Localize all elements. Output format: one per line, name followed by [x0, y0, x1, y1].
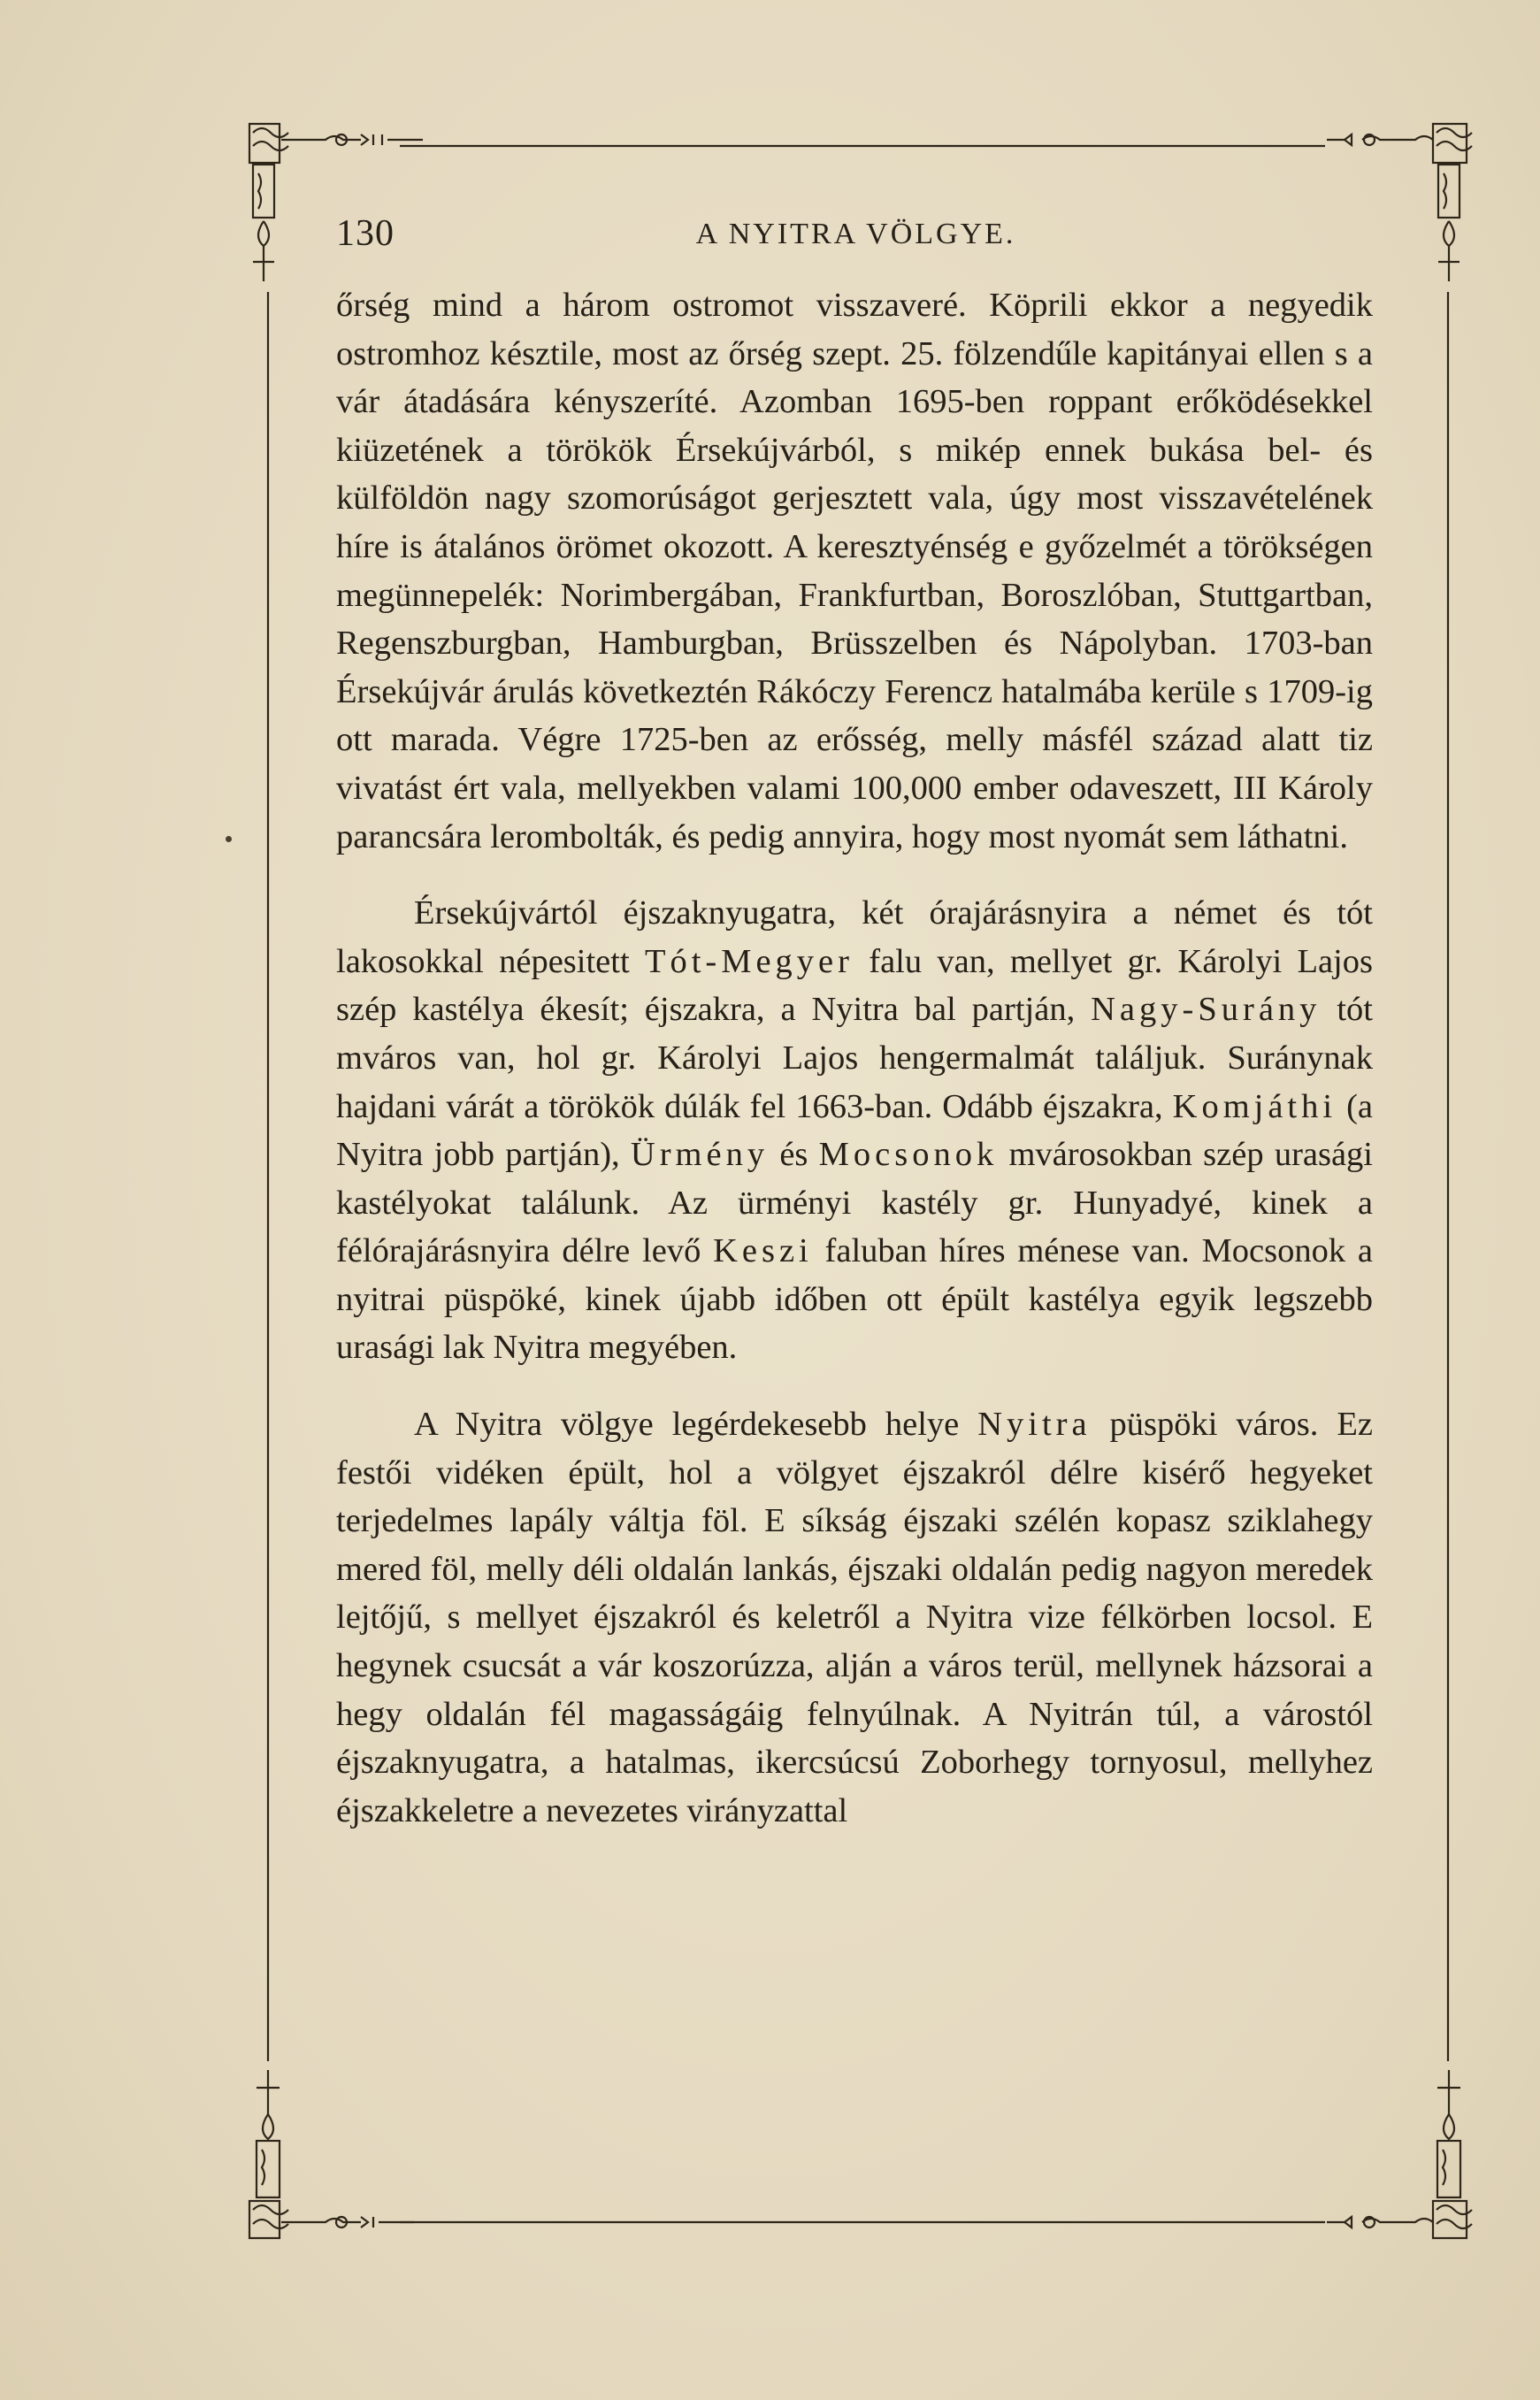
page-number: 130	[336, 213, 395, 254]
paragraph	[336, 1400, 1373, 1835]
spaced-name: Tót-Megyer	[644, 942, 854, 980]
text-run: Érsekújvártól éjszaknyugatra, két órajárásnyira a német és tót lakosokkal népesitett	[336, 894, 1373, 980]
spaced-name: Keszi	[713, 1232, 813, 1270]
spaced-name: Komjáthi	[1172, 1087, 1337, 1125]
paragraph	[336, 889, 1373, 1372]
corner-ornament-bottom-left	[249, 2070, 414, 2238]
text-run: őrség mind a három ostromot visszaveré. Köprili ekkor a negyedik ostromhoz késztile, most az őrség szept. 25. fölzendűle kapitányai ellen s a vár átadására kényszeríté. Azomban 1695-ben roppant erőködésekkel kiüzetének a törökök Érsekújvárból, s mikép ennek bukása bel- és külföldön nagy szomorúságot gerjesztett vala, úgy most visszavételének híre is átalános örömet okozott. A keresztyénség e győzelmét a törökségen megünnepelék: Norimbergában, Frankfurtban, Boroszlóban, Stuttgartban, Regenszburgban, Hamburgban, Brüsszelben és Nápolyban. 1703-ban Érsekújvár árulás következtén Rákóczy Ferencz hatalmába kerüle s 1709-ig ott marada. Végre 1725-ben az erősség, melly másfél század alatt tiz vivatást ért vala, mellyekben valami 100,000 ember odaveszett, III Károly parancsára lerombolták, és pedig annyira, hogy most nyomát sem láthatni.	[336, 287, 1373, 855]
corner-ornament-bottom-right	[1327, 2070, 1472, 2238]
text-run: és	[769, 1136, 819, 1174]
spaced-name: Nyitra	[977, 1406, 1092, 1444]
running-title: A NYITRA VÖLGYE.	[695, 218, 1016, 250]
text-run: A Nyitra völgye legérdekesebb helye	[414, 1406, 978, 1444]
text-run: mvárosokban szép urasági kastélyokat találunk. Az ürményi kastély gr. Hunyadyé, kinek a félórajárásnyira délre levő	[336, 1136, 1374, 1270]
body-text	[336, 281, 1373, 1835]
text-run: püspöki város. Ez festői vidéken épült, hol a völgyet éjszakról délre kisérő hegyeket terjedelmes lapály váltja föl. E síkság éjszaki szélén kopasz sziklahegy mered föl, melly déli oldalán lankás, éjszaki oldalán pedig nagyon meredek lejtőjű, s mellyet éjszakról és keletről a Nyitra vize félkörben locsol. E hegynek csucsát a vár koszorúzza, alján a város terül, mellynek házsorai a hegy oldalán fél magasságáig felnyúlnak. A Nyitrán túl, a várostól éjszaknyugatra, a hatalmas, ikercsúcsú Zoborhegy tornyosul, mellyhez éjszakkeletre a nevezetes virányzattal	[336, 1406, 1373, 1829]
text-run: falu van, mellyet gr. Károlyi Lajos szép kastélya ékesít; éjszakra, a Nyitra bal partján,	[336, 942, 1373, 1029]
paragraph	[336, 281, 1373, 861]
margin-dot	[226, 836, 232, 842]
spaced-name: Mocsonok	[818, 1136, 999, 1174]
text-run: (a Nyitra jobb partján),	[336, 1087, 1373, 1174]
text-run: tót mváros van, hol gr. Károlyi Lajos hengermalmát találjuk. Suránynak hajdani várát a törökök dúlák fel 1663-ban. Odább éjszakra,	[336, 991, 1373, 1125]
spaced-name: Ürmény	[630, 1136, 770, 1174]
page-header	[336, 212, 1375, 265]
spaced-name: Nagy-Surány	[1091, 991, 1322, 1029]
text-run: faluban híres ménese van. Mocsonok a nyitrai püspöké, kinek újabb időben ott épült kastélya egyik legszebb urasági lak Nyitra megyében.	[336, 1232, 1373, 1367]
